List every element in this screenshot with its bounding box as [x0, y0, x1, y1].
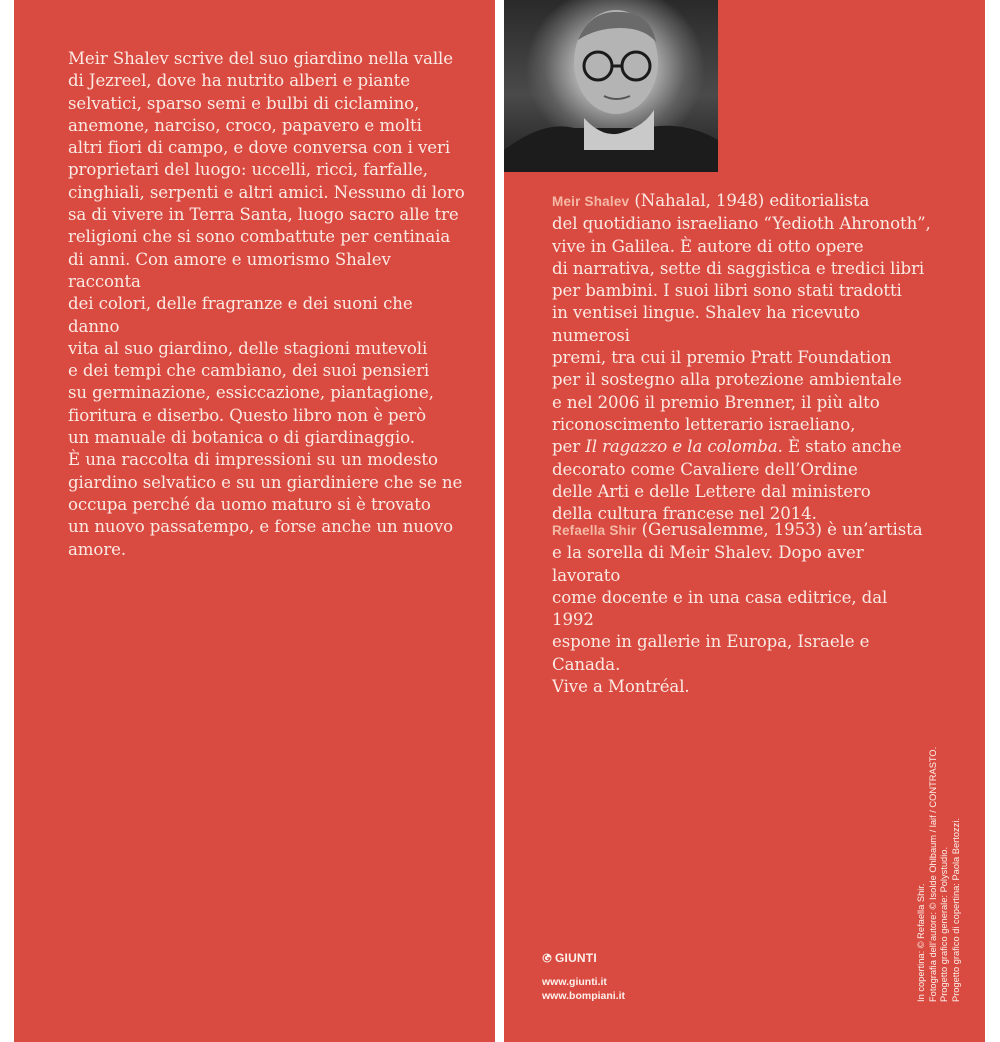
- blurb-line: di anni. Con amore e umorismo Shalev racconta: [68, 249, 391, 291]
- author-bio-line: e nel 2006 il premio Brenner, il più alto: [552, 392, 880, 412]
- blurb-line: cinghiali, serpenti e altri amici. Nessuno di loro: [68, 182, 465, 202]
- book-title: Il ragazzo e la colomba: [585, 437, 778, 457]
- giunti-logo-icon: [542, 953, 552, 963]
- illustrator-name: Refaella Shir: [552, 523, 637, 538]
- blurb-line: vita al suo giardino, delle stagioni mutevoli: [68, 338, 428, 358]
- credit-line: Progetto grafico di copertina: Paola Bertozzi.: [950, 818, 961, 1002]
- author-bio-line: riconoscimento letterario israeliano,: [552, 414, 856, 434]
- giunti-logo: [542, 951, 597, 965]
- illustrator-bio-line: Vive a Montréal.: [552, 677, 690, 697]
- author-bio-text: . È stato anche: [777, 437, 902, 457]
- blurb-line: Meir Shalev scrive del suo giardino nella valle: [68, 49, 453, 68]
- author-bio-line: (Nahalal, 1948) editorialista: [629, 191, 870, 210]
- illustrator-bio-line: espone in gallerie in Europa, Israele e Canada.: [552, 632, 870, 674]
- blurb-line: su germinazione, essiccazione, piantagione,: [68, 383, 434, 403]
- illustrator-bio: [552, 519, 932, 698]
- author-photo: [504, 0, 718, 172]
- author-name: Meir Shalev: [552, 194, 630, 209]
- blurb-line: un manuale di botanica o di giardinaggio.: [68, 428, 415, 448]
- author-bio-line: di narrativa, sette di saggistica e tredici libri: [552, 258, 925, 278]
- flap-panel: [504, 0, 985, 1042]
- back-cover-panel: [14, 0, 495, 1042]
- illustrator-bio-line: come docente e in una casa editrice, dal 1992: [552, 587, 888, 630]
- publisher-url[interactable]: www.bompiani.it: [542, 990, 626, 1002]
- author-bio-line: vive in Galilea. È autore di otto opere: [552, 236, 864, 256]
- blurb-line: fioritura e diserbo. Questo libro non è però: [68, 405, 426, 425]
- blurb-line: anemone, narciso, croco, papavero e molti: [68, 115, 422, 135]
- credit-line: Fotografia dell’autore: © Isolde Ohlbaum / laif / CONTRASTO.: [927, 746, 938, 1002]
- author-bio-line: delle Arti e delle Lettere dal ministero: [552, 481, 871, 501]
- illustrator-bio-line: (Gerusalemme, 1953) è un’artista: [636, 520, 923, 539]
- author-bio-line: decorato come Cavaliere dell’Ordine: [552, 459, 858, 479]
- blurb-line: un nuovo passatempo, e forse anche un nuovo: [68, 517, 453, 537]
- credit-line: Progetto grafico generale: Polystudio.: [939, 846, 949, 1002]
- book-blurb: [68, 48, 468, 561]
- giunti-logo-text: GIUNTI: [555, 951, 597, 965]
- blurb-line: di Jezreel, dove ha nutrito alberi e piante: [68, 71, 410, 91]
- image-credits: [916, 722, 962, 1002]
- author-bio-line: del quotidiano israeliano “Yedioth Ahronoth”,: [552, 214, 931, 234]
- author-bio-line: per bambini. I suoi libri sono stati tradotti: [552, 281, 902, 301]
- author-bio-line: premi, tra cui il premio Pratt Foundation: [552, 348, 892, 368]
- credit-line: In copertina: © Refaella Shir.: [916, 883, 926, 1002]
- blurb-line: altri fiori di campo, e dove conversa con i veri: [68, 138, 451, 158]
- publisher-url[interactable]: www.giunti.it: [542, 976, 607, 988]
- author-bio-line: in ventisei lingue. Shalev ha ricevuto numerosi: [552, 303, 860, 345]
- blurb-line: giardino selvatico e su un giardiniere che se ne: [68, 472, 463, 492]
- author-bio: [552, 190, 932, 525]
- publisher-urls: [542, 975, 625, 1003]
- blurb-line: È una raccolta di impressioni su un modesto: [68, 450, 438, 470]
- blurb-line: religioni che si sono combattute per centinaia: [68, 227, 451, 247]
- blurb-line: selvatici, sparso semi e bulbi di ciclamino,: [68, 93, 420, 113]
- blurb-line: e dei tempi che cambiano, dei suoi pensieri: [68, 361, 430, 381]
- illustrator-bio-line: e la sorella di Meir Shalev. Dopo aver lavorato: [552, 543, 864, 585]
- author-portrait-graphic: [504, 0, 718, 172]
- blurb-line: dei colori, delle fragranze e dei suoni che danno: [68, 294, 413, 336]
- author-bio-line: per il sostegno alla protezione ambientale: [552, 370, 902, 390]
- blurb-line: proprietari del luogo: uccelli, ricci, farfalle,: [68, 160, 428, 180]
- author-bio-text: per: [552, 437, 586, 457]
- blurb-line: amore.: [68, 539, 127, 559]
- blurb-line: occupa perché da uomo maturo si è trovato: [68, 494, 431, 514]
- blurb-line: sa di vivere in Terra Santa, luogo sacro alle tre: [68, 205, 459, 225]
- author-bio-line: della cultura francese nel 2014.: [552, 504, 817, 524]
